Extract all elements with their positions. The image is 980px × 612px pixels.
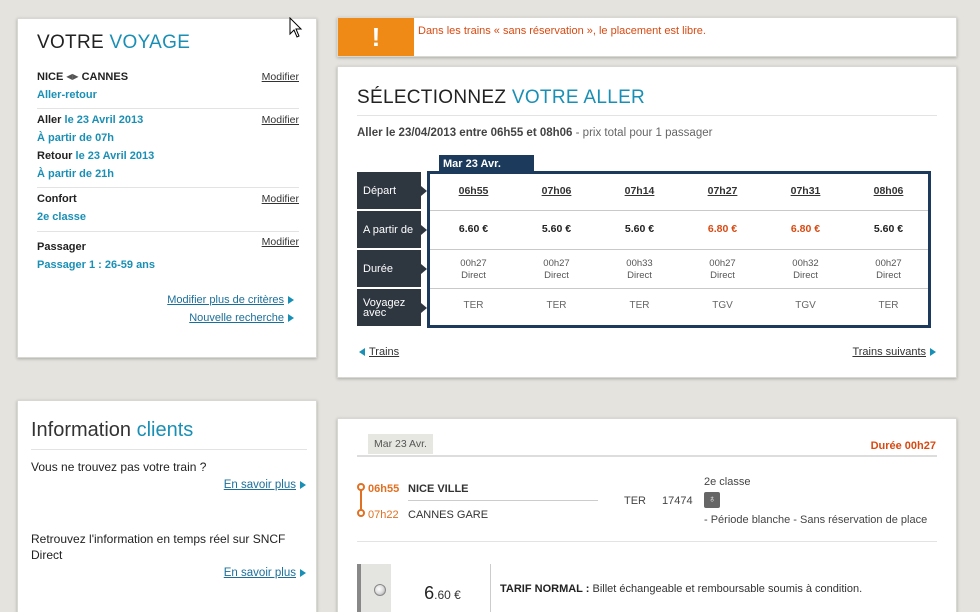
votre-voyage-panel: [17, 18, 317, 358]
customer-info-panel: [17, 400, 317, 612]
duration-value: 00h27: [543, 258, 570, 269]
learn-more-link-2[interactable]: En savoir plus: [223, 567, 296, 579]
subtitle-main: Aller le 23/04/2013 entre 06h55 et 08h06: [357, 127, 573, 139]
stops-value: Direct: [627, 270, 652, 281]
train-type: TGV: [795, 300, 816, 311]
arrow-right-icon: [300, 569, 306, 577]
route-row: [37, 71, 299, 83]
arrival-station: CANNES GARE: [408, 509, 489, 521]
learn-more-2[interactable]: [224, 567, 306, 579]
grid-divider: [430, 288, 928, 289]
modify-more-criteria-link[interactable]: Modifier plus de critères: [167, 294, 284, 306]
retour-row: [37, 150, 299, 162]
modify-more-row: [167, 294, 294, 306]
arrival-time: 07h22: [368, 509, 399, 521]
learn-more-1[interactable]: [224, 479, 306, 491]
trip-duration: Durée 00h27: [870, 440, 936, 452]
next-trains[interactable]: [852, 346, 936, 358]
fare-description: [500, 583, 862, 595]
train-type: TER: [463, 300, 484, 311]
train-price[interactable]: 5.60 €: [873, 223, 904, 235]
fare-desc: Billet échangeable et remboursable soumis à condition.: [589, 583, 863, 595]
duration-value: 00h27: [875, 258, 902, 269]
stops-value: Direct: [793, 270, 818, 281]
modify-dates-link[interactable]: Modifier: [261, 114, 299, 126]
travel-class: 2e classe: [704, 476, 751, 488]
mouse-cursor-icon: [289, 17, 303, 39]
train-type: TER: [629, 300, 650, 311]
fare-radio-column[interactable]: [357, 564, 391, 612]
stops-value: Direct: [544, 270, 569, 281]
arrow-right-icon: [288, 314, 294, 322]
origin-city: NICE: [37, 71, 64, 83]
modify-passager-link[interactable]: Modifier: [261, 236, 299, 248]
trains-grid: [427, 171, 931, 328]
swap-arrows-icon: ◀▶: [66, 72, 79, 81]
warning-icon: !: [338, 18, 414, 56]
train-type: TER: [878, 300, 899, 311]
info-alert: [337, 17, 957, 57]
route-divider: [408, 500, 598, 501]
info-title-part1: Information: [31, 419, 137, 441]
select-subtitle: [357, 127, 712, 139]
stops-value: Direct: [876, 270, 901, 281]
departure-station: NICE VILLE: [408, 483, 469, 495]
divider: [37, 231, 299, 232]
arrow-right-icon: [930, 348, 936, 356]
new-search-row: [189, 312, 294, 324]
row-label-depart: Départ: [357, 172, 421, 209]
period-info: - Période blanche - Sans réservation de place: [704, 514, 928, 526]
divider: [357, 541, 937, 542]
trip-type-row: [37, 89, 299, 101]
train-detail-panel: [337, 418, 957, 612]
duration-value: 00h27: [460, 258, 487, 269]
fare-radio-button[interactable]: [374, 584, 386, 596]
subtitle-rest: - prix total pour 1 passager: [572, 127, 713, 139]
passager-value-row: [37, 259, 299, 271]
departure-time-link[interactable]: 06h55: [458, 185, 489, 197]
arrow-right-icon: [288, 296, 294, 304]
arrival-dot-icon: [357, 509, 365, 517]
duration-value: 00h33: [626, 258, 653, 269]
train-duration: [515, 258, 598, 282]
row-label-duration: Durée: [357, 250, 421, 287]
retour-time: À partir de 21h: [37, 168, 115, 180]
aller-label: Aller: [37, 114, 62, 126]
departure-time-link[interactable]: 07h14: [624, 185, 655, 197]
departure-time-link[interactable]: 07h06: [541, 185, 572, 197]
voyage-title-part1: VOTRE: [37, 32, 110, 53]
info-title-part2: clients: [136, 419, 194, 441]
grid-divider: [430, 210, 928, 211]
confort-label: Confort: [37, 193, 77, 205]
departure-time-link[interactable]: 07h27: [707, 185, 738, 197]
trip-type-value: Aller-retour: [37, 89, 97, 101]
fare-name: TARIF NORMAL :: [500, 583, 590, 595]
train-duration: [432, 258, 515, 282]
departure-time-link[interactable]: 08h06: [873, 185, 904, 197]
train-number: 17474: [662, 495, 693, 507]
row-label-price: A partir de: [357, 211, 421, 248]
train-price[interactable]: 5.60 €: [624, 223, 655, 235]
stops-value: Direct: [710, 270, 735, 281]
passager-row: [37, 236, 299, 253]
fare-price: [395, 564, 491, 612]
departure-dot-icon: [357, 483, 365, 491]
info-question-1: Vous ne trouvez pas votre train ?: [31, 460, 207, 474]
info-title: [31, 419, 193, 442]
confort-value: 2e classe: [37, 211, 86, 223]
divider: [37, 108, 299, 109]
row-label-train-type: Voyagez avec: [357, 289, 421, 326]
learn-more-link-1[interactable]: En savoir plus: [223, 479, 296, 491]
aller-time: À partir de 07h: [37, 132, 115, 144]
retour-time-row: [37, 168, 299, 180]
aller-date: le 23 Avril 2013: [64, 114, 144, 126]
aller-time-row: [37, 132, 299, 144]
select-title: [357, 87, 645, 109]
modify-route-link[interactable]: Modifier: [261, 71, 299, 83]
train-price[interactable]: 5.60 €: [541, 223, 572, 235]
train-type: TER: [624, 495, 646, 507]
detail-date-tab: Mar 23 Avr.: [368, 434, 433, 454]
fare-price-int: 6: [424, 583, 435, 603]
voyage-title: [37, 32, 190, 54]
duration-value: 00h32: [792, 258, 819, 269]
stops-value: Direct: [461, 270, 486, 281]
confort-row: [37, 193, 299, 205]
divider: [357, 115, 937, 116]
bike-icon: ♁: [704, 492, 720, 508]
voyage-title-part2: VOYAGE: [109, 32, 191, 53]
train-price[interactable]: 6.80 €: [790, 223, 821, 235]
train-duration: [764, 258, 847, 282]
fare-option[interactable]: [357, 564, 937, 612]
info-question-2: Retrouvez l'information en temps réel sur SNCF Direct: [31, 532, 286, 562]
alert-message: Dans les trains « sans réservation », le placement est libre.: [418, 25, 706, 37]
prev-trains[interactable]: [359, 346, 399, 358]
train-duration: [598, 258, 681, 282]
next-trains-link[interactable]: Trains suivants: [852, 346, 926, 358]
divider: [31, 449, 307, 450]
train-type: TGV: [712, 300, 733, 311]
divider: [357, 455, 937, 457]
select-title-part1: SÉLECTIONNEZ: [357, 87, 512, 108]
arrow-right-icon: [300, 481, 306, 489]
passager-value: Passager 1 : 26-59 ans: [37, 259, 156, 271]
train-type: TER: [546, 300, 567, 311]
aller-row: [37, 114, 299, 126]
new-search-link[interactable]: Nouvelle recherche: [189, 312, 284, 324]
retour-label: Retour: [37, 150, 73, 162]
arrow-left-icon: [359, 348, 365, 356]
fare-price-dec: .60 €: [434, 588, 461, 602]
duration-value: 00h27: [709, 258, 736, 269]
departure-time-link[interactable]: 07h31: [790, 185, 821, 197]
select-title-part2: VOTRE ALLER: [511, 87, 646, 108]
train-duration: [681, 258, 764, 282]
modify-confort-link[interactable]: Modifier: [261, 193, 299, 205]
grid-divider: [430, 249, 928, 250]
select-outbound-panel: [337, 66, 957, 378]
train-price[interactable]: 6.80 €: [707, 223, 738, 235]
passager-label: Passager: [37, 241, 86, 253]
departure-time: 06h55: [368, 483, 400, 495]
confort-value-row: [37, 211, 299, 223]
prev-trains-link[interactable]: Trains: [369, 346, 400, 358]
date-tab[interactable]: Mar 23 Avr.: [439, 155, 534, 173]
train-price[interactable]: 6.60 €: [458, 223, 489, 235]
destination-city: CANNES: [81, 71, 129, 83]
retour-date: le 23 Avril 2013: [75, 150, 155, 162]
divider: [37, 187, 299, 188]
train-duration: [847, 258, 930, 282]
